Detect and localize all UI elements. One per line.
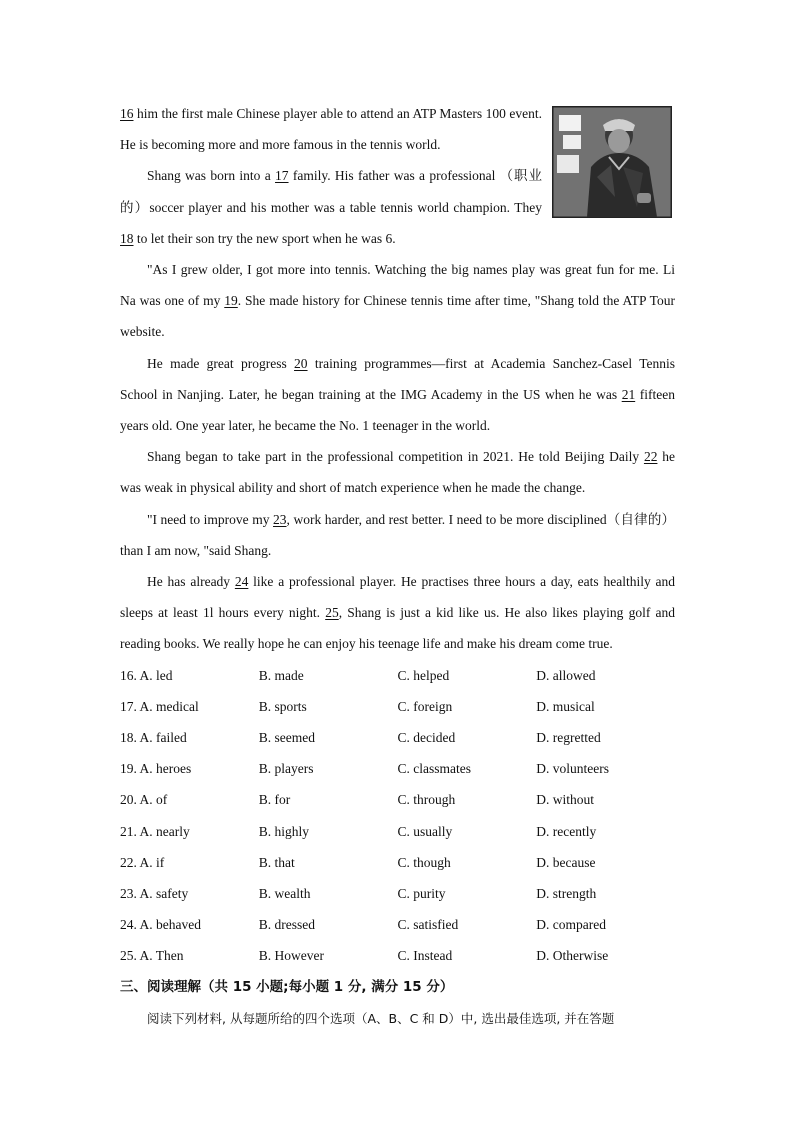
paragraph-7-text-c: , Shang is just a kid like us. He also likes playing golf and reading books. We really hope he can enjoy his teenage life and make his dream come true. [120, 605, 675, 652]
option-d: D. recently [536, 823, 597, 839]
option-b: B. for [258, 792, 291, 808]
blank-23: 23 [273, 511, 287, 527]
paragraph-2-text-a: Shang was born into a [147, 168, 276, 184]
paragraph-3-text-a: "As I grew older, I got more into tennis. Watching the big names play was great fun for me. Li Na was one of my [120, 262, 675, 309]
blank-25: 25 [325, 605, 339, 621]
option-d: D. without [536, 792, 595, 808]
section-heading: 三、阅读理解（共 15 小题;每小题 1 分, 满分 15 分） [120, 978, 454, 995]
option-c: C. classmates [397, 761, 471, 777]
paragraph-1 [120, 98, 542, 160]
blank-19: 19 [224, 293, 238, 309]
option-b: B. sports [258, 698, 307, 714]
paragraph-2-text-c: to let their son try the new sport when he was 6. [133, 230, 396, 246]
option-d: D. volunteers [536, 761, 609, 777]
question-row [120, 909, 675, 940]
option-a: 18. A. failed [120, 730, 187, 746]
question-row [120, 940, 675, 971]
paragraph-5 [120, 441, 675, 503]
option-c: C. Instead [397, 948, 453, 964]
paragraph-7 [120, 566, 675, 660]
question-row [120, 722, 675, 753]
paragraph-7-text-b: like a professional player. He practises three hours a day, eats healthily and sleeps at least 1l hours every night. [120, 574, 675, 621]
paragraph-4 [120, 348, 675, 442]
blank-20: 20 [294, 355, 308, 371]
option-d: D. strength [536, 885, 597, 901]
option-b: B. made [258, 667, 304, 683]
question-row [120, 878, 675, 909]
option-d: D. musical [536, 698, 595, 714]
option-a: 20. A. of [120, 792, 168, 808]
option-c: C. helped [397, 667, 450, 683]
option-a: 24. A. behaved [120, 917, 201, 933]
paragraph-3-text-b: . She made history for Chinese tennis time after time, "Shang told the ATP Tour website. [120, 293, 675, 340]
option-a: 23. A. safety [120, 885, 189, 901]
question-row [120, 660, 675, 691]
option-b: B. wealth [258, 885, 311, 901]
option-a: 16. A. led [120, 667, 173, 683]
option-a: 21. A. nearly [120, 823, 190, 839]
paragraph-6-text-a: "I need to improve my [147, 511, 274, 527]
option-d: D. compared [536, 917, 606, 933]
option-b: B. that [258, 854, 295, 870]
question-row [120, 816, 675, 847]
paragraph-5-text-a: Shang began to take part in the professional competition in 2021. He told Beijing Daily [147, 449, 644, 465]
paragraph-2 [120, 160, 542, 254]
paragraph-4-text-c: fifteen years old. One year later, he became the No. 1 teenager in the world. [120, 386, 675, 434]
paragraph-3 [120, 254, 675, 348]
paragraph-4-text-b: training programmes—first at Academia Sanchez-Casel Tennis School in Nanjing. Later, he began training at the IMG Academy in the US when he was [120, 355, 676, 402]
option-d: D. Otherwise [536, 948, 609, 964]
paragraph-4-text-a: He made great progress [147, 355, 295, 371]
option-d: D. because [536, 854, 596, 870]
option-c: C. usually [397, 823, 453, 839]
paragraph-5-text-b: he was weak in physical ability and short of match experience when he made the change. [120, 449, 675, 496]
question-row [120, 847, 675, 878]
paragraph-7-text-a: He has already [147, 574, 235, 590]
option-a: 22. A. if [120, 854, 165, 870]
option-c: C. through [397, 792, 456, 808]
blank-22: 22 [643, 449, 658, 465]
passage-content [120, 98, 675, 1034]
option-c: C. though [397, 854, 451, 870]
question-row [120, 753, 675, 784]
option-c: C. purity [397, 885, 446, 901]
option-c: C. foreign [397, 698, 453, 714]
paragraph-6 [120, 504, 675, 566]
blank-24: 24 [234, 574, 249, 590]
paragraph-1-text: him the first male Chinese player able to attend an ATP Masters 100 event. He is becoming more and more famous in the tennis world. [120, 106, 542, 153]
blank-17: 17 [275, 168, 289, 184]
section-instruction: 阅读下列材料, 从每题所给的四个选项（A、B、C 和 D）中, 选出最佳选项, 并在答题 [147, 1010, 615, 1026]
option-b: B. players [258, 761, 314, 777]
option-c: C. decided [397, 730, 456, 746]
blank-18: 18 [120, 230, 134, 246]
option-a: 25. A. Then [120, 948, 184, 964]
option-b: B. seemed [258, 730, 315, 746]
paragraph-2-text-b: family. His father was a professional （职业的）soccer player and his mother was a table tennis world champion. They [120, 168, 542, 215]
blank-21: 21 [621, 386, 636, 402]
option-b: B. dressed [258, 917, 315, 933]
option-c: C. satisfied [397, 917, 459, 933]
option-a: 17. A. medical [120, 698, 199, 714]
option-d: D. allowed [536, 667, 596, 683]
option-b: B. highly [258, 823, 310, 839]
option-d: D. regretted [536, 730, 601, 746]
option-a: 19. A. heroes [120, 761, 192, 777]
answer-options [120, 660, 675, 972]
question-row [120, 784, 675, 815]
option-b: B. However [258, 948, 324, 964]
paragraph-6-text-b: , work harder, and rest better. I need to be more disciplined（自律的） than I am now, "said Shang. [120, 511, 675, 558]
blank-16: 16 [120, 106, 134, 121]
question-row [120, 691, 675, 722]
